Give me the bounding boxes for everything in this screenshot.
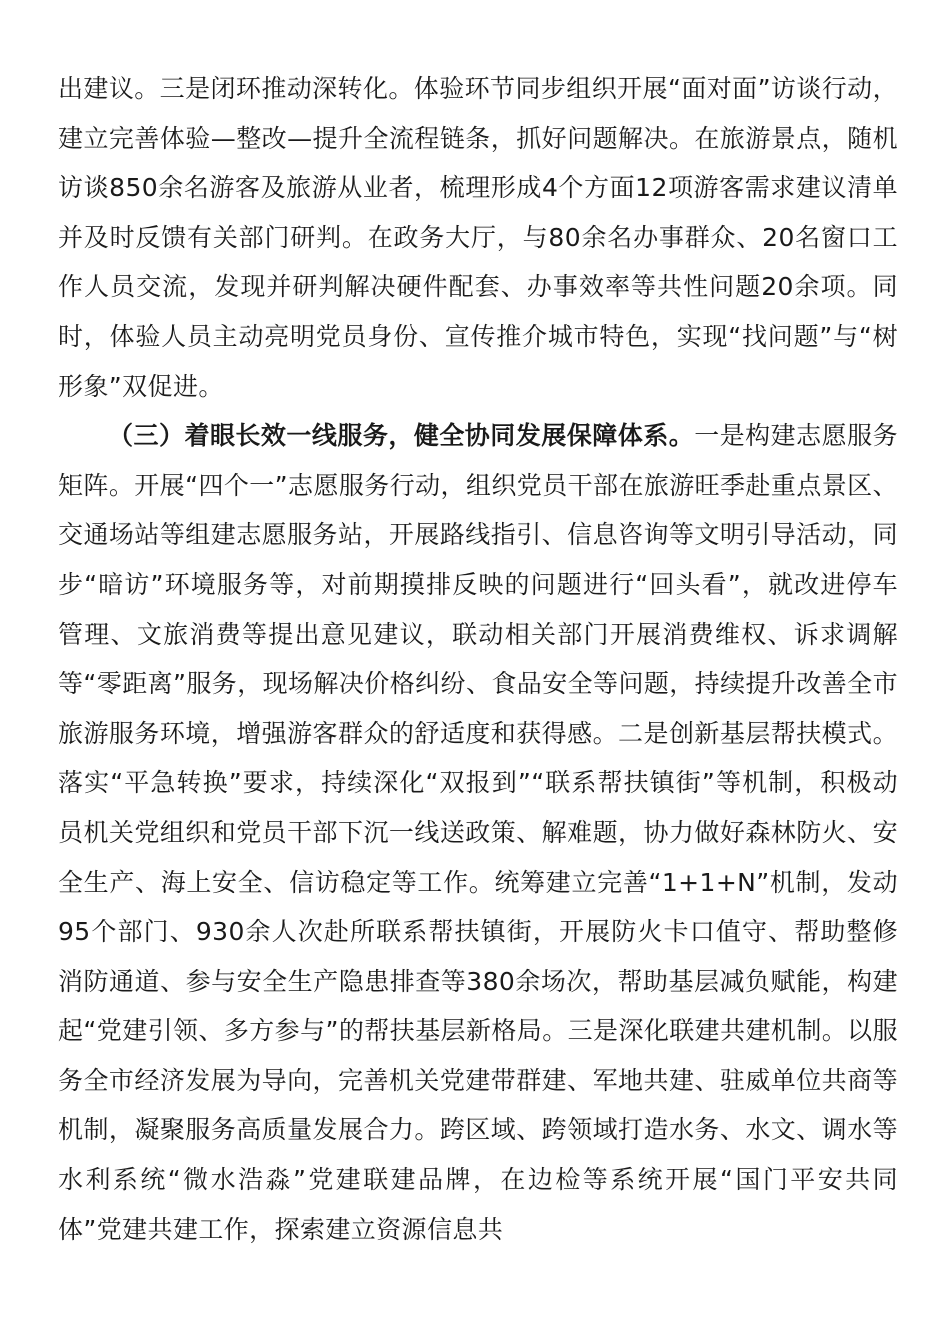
section-heading: （三）着眼长效一线服务，健全协同发展保障体系。: [108, 421, 695, 451]
paragraph-text: 一是构建志愿服务矩阵。开展“四个一”志愿服务行动，组织党员干部在旅游旺季赴重点景区、交通场站等组建志愿服务站，开展路线指引、信息咨询等文明引导活动，同步“暗访”环境服务等，对前期摸排反映的问题进行“回头看”，就改进停车管理、文旅消费等提出意见建议，联动相关部门开展消费维权、诉求调解等“零距离”服务，现场解决价格纠纷、食品安全等问题，持续提升改善全市旅游服务环境，增强游客群众的舒适度和获得感。二是创新基层帮扶模式。落实“平急转换”要求，持续深化“双报到”“联系帮扶镇街”等机制，积极动员机关党组织和党员干部下沉一线送政策、解难题，协力做好森林防火、安全生产、海上安全、信访稳定等工作。统筹建立完善“1+1+N”机制，发动95个部门、930余人次赴所联系帮扶镇街，开展防火卡口值守、帮助整修消防通道、参与安全生产隐患排查等380余场次，帮助基层减负赋能，构建起“党建引领、多方参与”的帮扶基层新格局。三是深化联建共建机制。以服务全市经济发展为导向，完善机关党建带群建、军地共建、驻威单位共商等机制，凝聚服务高质量发展合力。跨区域、跨领域打造水务、水文、调水等水利系统“微水浩淼”党建联建品牌，在边检等系统开展“国门平安共同体”党建共建工作，探索建立资源信息共: [58, 421, 899, 1244]
paragraph-continuation: [58, 64, 898, 411]
paragraph-text: 出建议。三是闭环推动深转化。体验环节同步组织开展“面对面”访谈行动，建立完善体验—整改—提升全流程链条，抓好问题解决。在旅游景点，随机访谈850余名游客及旅游从业者，梳理形成4个方面12项游客需求建议清单并及时反馈有关部门研判。在政务大厅，与80余名办事群众、20名窗口工作人员交流，发现并研判解决硬件配套、办事效率等共性问题20余项。同时，体验人员主动亮明党员身份、宣传推介城市特色，实现“找问题”与“树形象”双促进。: [58, 74, 898, 401]
paragraph-section-three: [58, 411, 898, 1254]
document-page: [58, 64, 898, 1254]
